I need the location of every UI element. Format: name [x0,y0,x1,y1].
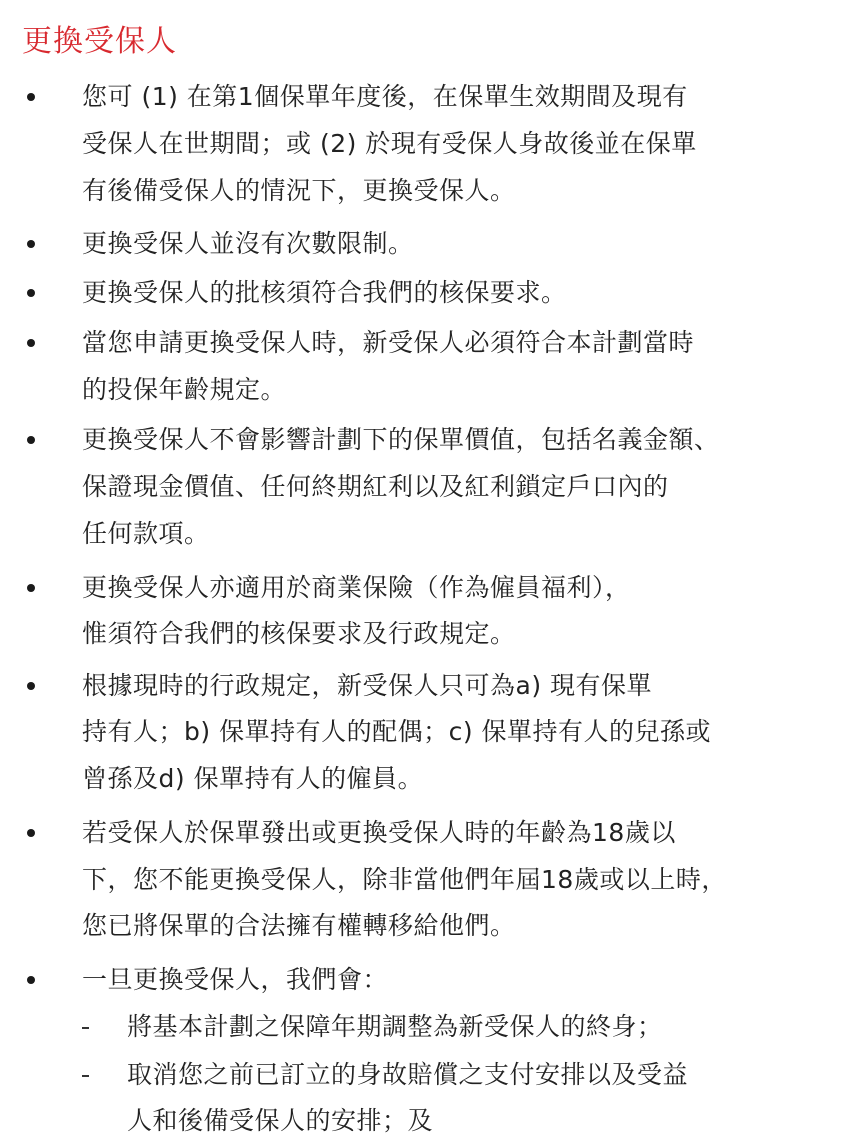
list-item-line: 更換受保人不會影響計劃下的保單價值，包括名義金額、 [82,425,720,454]
bullet-dot-icon [27,93,35,101]
bullet-dot-icon [27,584,35,592]
dash-icon [82,1075,89,1077]
list-item-line: 下，您不能更換受保人，除非當他們年屆18歲或以上時， [82,865,727,894]
list-item-line: 當您申請更換受保人時，新受保人必須符合本計劃當時 [82,328,695,357]
bullet-dot-icon [27,289,35,297]
sub-item-line: 取消您之前已訂立的身故賠償之支付安排以及受益 [127,1060,689,1089]
list-item-line: 惟須符合我們的核保要求及行政規定。 [82,619,516,648]
list-item-line: 您已將保單的合法擁有權轉移給他們。 [82,911,516,940]
list-item-line: 您可 (1) 在第1個保單年度後，在保單生效期間及現有 [82,82,688,111]
list-item-line: 有後備受保人的情況下，更換受保人。 [82,176,516,205]
list-item-line: 若受保人於保單發出或更換受保人時的年齡為18歲以 [82,818,676,847]
list-item-line: 一旦更換受保人，我們會： [82,965,389,994]
list-item-line: 受保人在世期間；或 (2) 於現有受保人身故後並在保單 [82,129,697,158]
list-item-line: 持有人；b) 保單持有人的配偶；c) 保單持有人的兒孫或 [82,717,712,746]
list-item-line: 更換受保人並沒有次數限制。 [82,229,414,258]
list-item-line: 曾孫及d) 保單持有人的僱員。 [82,764,424,793]
sub-item-line: 將基本計劃之保障年期調整為新受保人的終身； [127,1012,663,1041]
list-item-line: 更換受保人亦適用於商業保險（作為僱員福利）， [82,573,631,602]
list-item-line: 任何款項。 [82,519,210,548]
bullet-dot-icon [27,976,35,984]
sub-item-line: 人和後備受保人的安排；及 [127,1106,434,1135]
dash-icon [82,1027,89,1029]
bullet-dot-icon [27,339,35,347]
list-item-line: 保證現金價值、任何終期紅利以及紅利鎖定戶口內的 [82,472,669,501]
list-item-line: 的投保年齡規定。 [82,375,287,404]
list-item-line: 更換受保人的批核須符合我們的核保要求。 [82,278,567,307]
bullet-dot-icon [27,436,35,444]
page-title: 更換受保人 [22,24,177,59]
list-item-line: 根據現時的行政規定，新受保人只可為a) 現有保單 [82,671,653,700]
bullet-dot-icon [27,829,35,837]
bullet-dot-icon [27,240,35,248]
bullet-dot-icon [27,682,35,690]
